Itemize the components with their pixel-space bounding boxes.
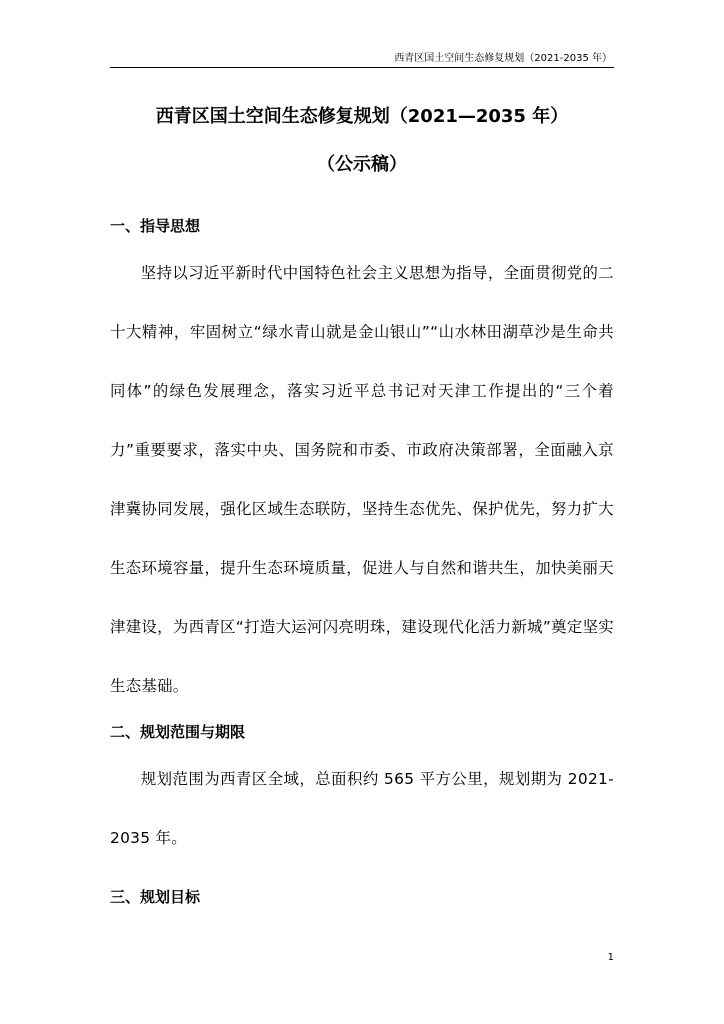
section-paragraph-guiding-ideology: 坚持以习近平新时代中国特色社会主义思想为指导，全面贯彻党的二十大精神，牢固树立“绿水青山就是金山银山”“山水林田湖草沙是生命共同体”的绿色发展理念，落实习近平总书记对天津工作提出的“三个着力”重要要求，落实中央、国务院和市委、市政府决策部署，全面融入京津冀协同发展，强化区域生态联防，坚持生态优先、保护优先，努力扩大生态环境容量，提升生态环境质量，促进人与自然和谐共生，加快美丽天津建设，为西青区“打造大运河闪亮明珠，建设现代化活力新城”奠定坚实生态基础。 — [110, 264, 614, 695]
section-heading-planning-goals: 三、规划目标 — [110, 888, 201, 906]
document-title: 西青区国土空间生态修复规划（2021—2035 年） — [155, 106, 569, 127]
document-subtitle: （公示稿） — [317, 154, 407, 175]
header-rule — [110, 67, 614, 68]
running-header: 西青区国土空间生态修复规划（2021-2035 年） — [394, 53, 612, 64]
section-heading-scope-period: 二、规划范围与期限 — [110, 723, 246, 741]
page-number: 1 — [607, 952, 614, 963]
section-heading-guiding-ideology: 一、指导思想 — [110, 217, 201, 235]
section-paragraph-scope-period: 规划范围为西青区全域，总面积约 565 平方公里，规划期为 2021-2035 年。 — [110, 770, 614, 847]
